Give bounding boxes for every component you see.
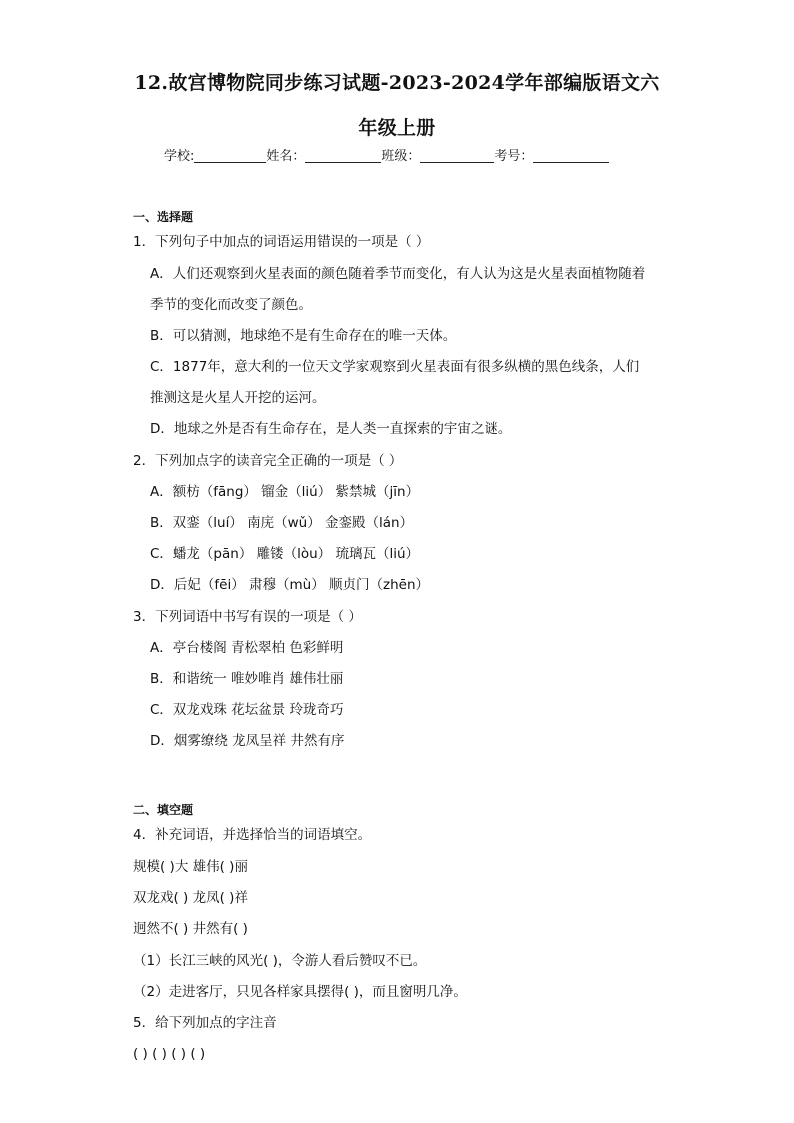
question-1-option-c-line1: C．1877年，意大利的一位天文学家观察到火星表面有很多纵横的黑色线条，人们	[150, 359, 640, 375]
name-field[interactable]	[305, 149, 381, 163]
question-4-sentence-2: （2）走进客厅，只见各样家具摆得( )，而且窗明几净。	[133, 984, 467, 1000]
exam-no-label: 考号：	[494, 149, 534, 164]
student-info-row	[164, 145, 644, 164]
question-1-option-a-line2: 季节的变化而改变了颜色。	[150, 297, 312, 313]
question-4-sentence-1: （1）长江三峡的风光( )，令游人看后赞叹不已。	[133, 953, 427, 969]
title-line-2: 年级上册	[358, 117, 436, 139]
question-2-option-c: C．蟠龙（pān） 雕镂（lòu） 琉璃瓦（liú）	[150, 546, 420, 562]
question-2-option-d: D．后妃（fēi） 肃穆（mù） 顺贞门（zhēn）	[150, 577, 429, 593]
question-3-option-b: B．和谐统一 唯妙唯肖 雄伟壮丽	[150, 671, 344, 687]
school-label: 学校:	[164, 149, 195, 164]
question-4-row-3: 迥然不( ) 井然有( )	[133, 921, 248, 937]
question-1-option-a-line1: A．人们还观察到火星表面的颜色随着季节而变化，有人认为这是火星表面植物随着	[150, 266, 646, 282]
question-1-stem: 1．下列句子中加点的词语运用错误的一项是（ ）	[133, 234, 430, 250]
question-5-blanks: ( ) ( ) ( ) ( )	[133, 1046, 206, 1062]
section-1-heading: 一、选择题	[133, 210, 194, 224]
question-3-stem: 3．下列词语中书写有误的一项是（ ）	[133, 609, 362, 625]
question-2-option-a: A．额枋（fāng） 镏金（liú） 紫禁城（jīn）	[150, 484, 420, 500]
question-5-stem: 5．给下列加点的字注音	[133, 1015, 277, 1031]
question-2-option-b: B．双銮（luí） 南庑（wǔ） 金銮殿（lán）	[150, 515, 414, 531]
question-1-option-d: D．地球之外是否有生命存在，是人类一直探索的宇宙之谜。	[150, 421, 512, 437]
question-2-stem: 2．下列加点字的读音完全正确的一项是（ ）	[133, 453, 403, 469]
section-2-heading: 二、填空题	[133, 803, 194, 817]
question-1-option-b: B．可以猜测，地球绝不是有生命存在的唯一天体。	[150, 328, 457, 344]
class-field[interactable]	[420, 149, 494, 163]
question-4-row-1: 规模( )大 雄伟( )丽	[133, 859, 248, 875]
question-4-row-2: 双龙戏( ) 龙凤( )祥	[133, 890, 248, 906]
title-line-1: 12.故宫博物院同步练习试题-2023-2024学年部编版语文六	[134, 72, 660, 94]
question-3-option-a: A．亭台楼阁 青松翠柏 色彩鲜明	[150, 640, 344, 656]
name-label: 姓名：	[266, 149, 306, 164]
question-3-option-d: D．烟雾缭绕 龙凤呈祥 井然有序	[150, 733, 345, 749]
class-label: 班级：	[381, 149, 421, 164]
question-1-option-c-line2: 推测这是火星人开挖的运河。	[150, 390, 326, 406]
question-3-option-c: C．双龙戏珠 花坛盆景 玲珑奇巧	[150, 702, 344, 718]
exam-no-field[interactable]	[533, 149, 609, 163]
question-4-stem: 4．补充词语，并选择恰当的词语填空。	[133, 827, 372, 843]
school-field[interactable]	[194, 149, 266, 163]
